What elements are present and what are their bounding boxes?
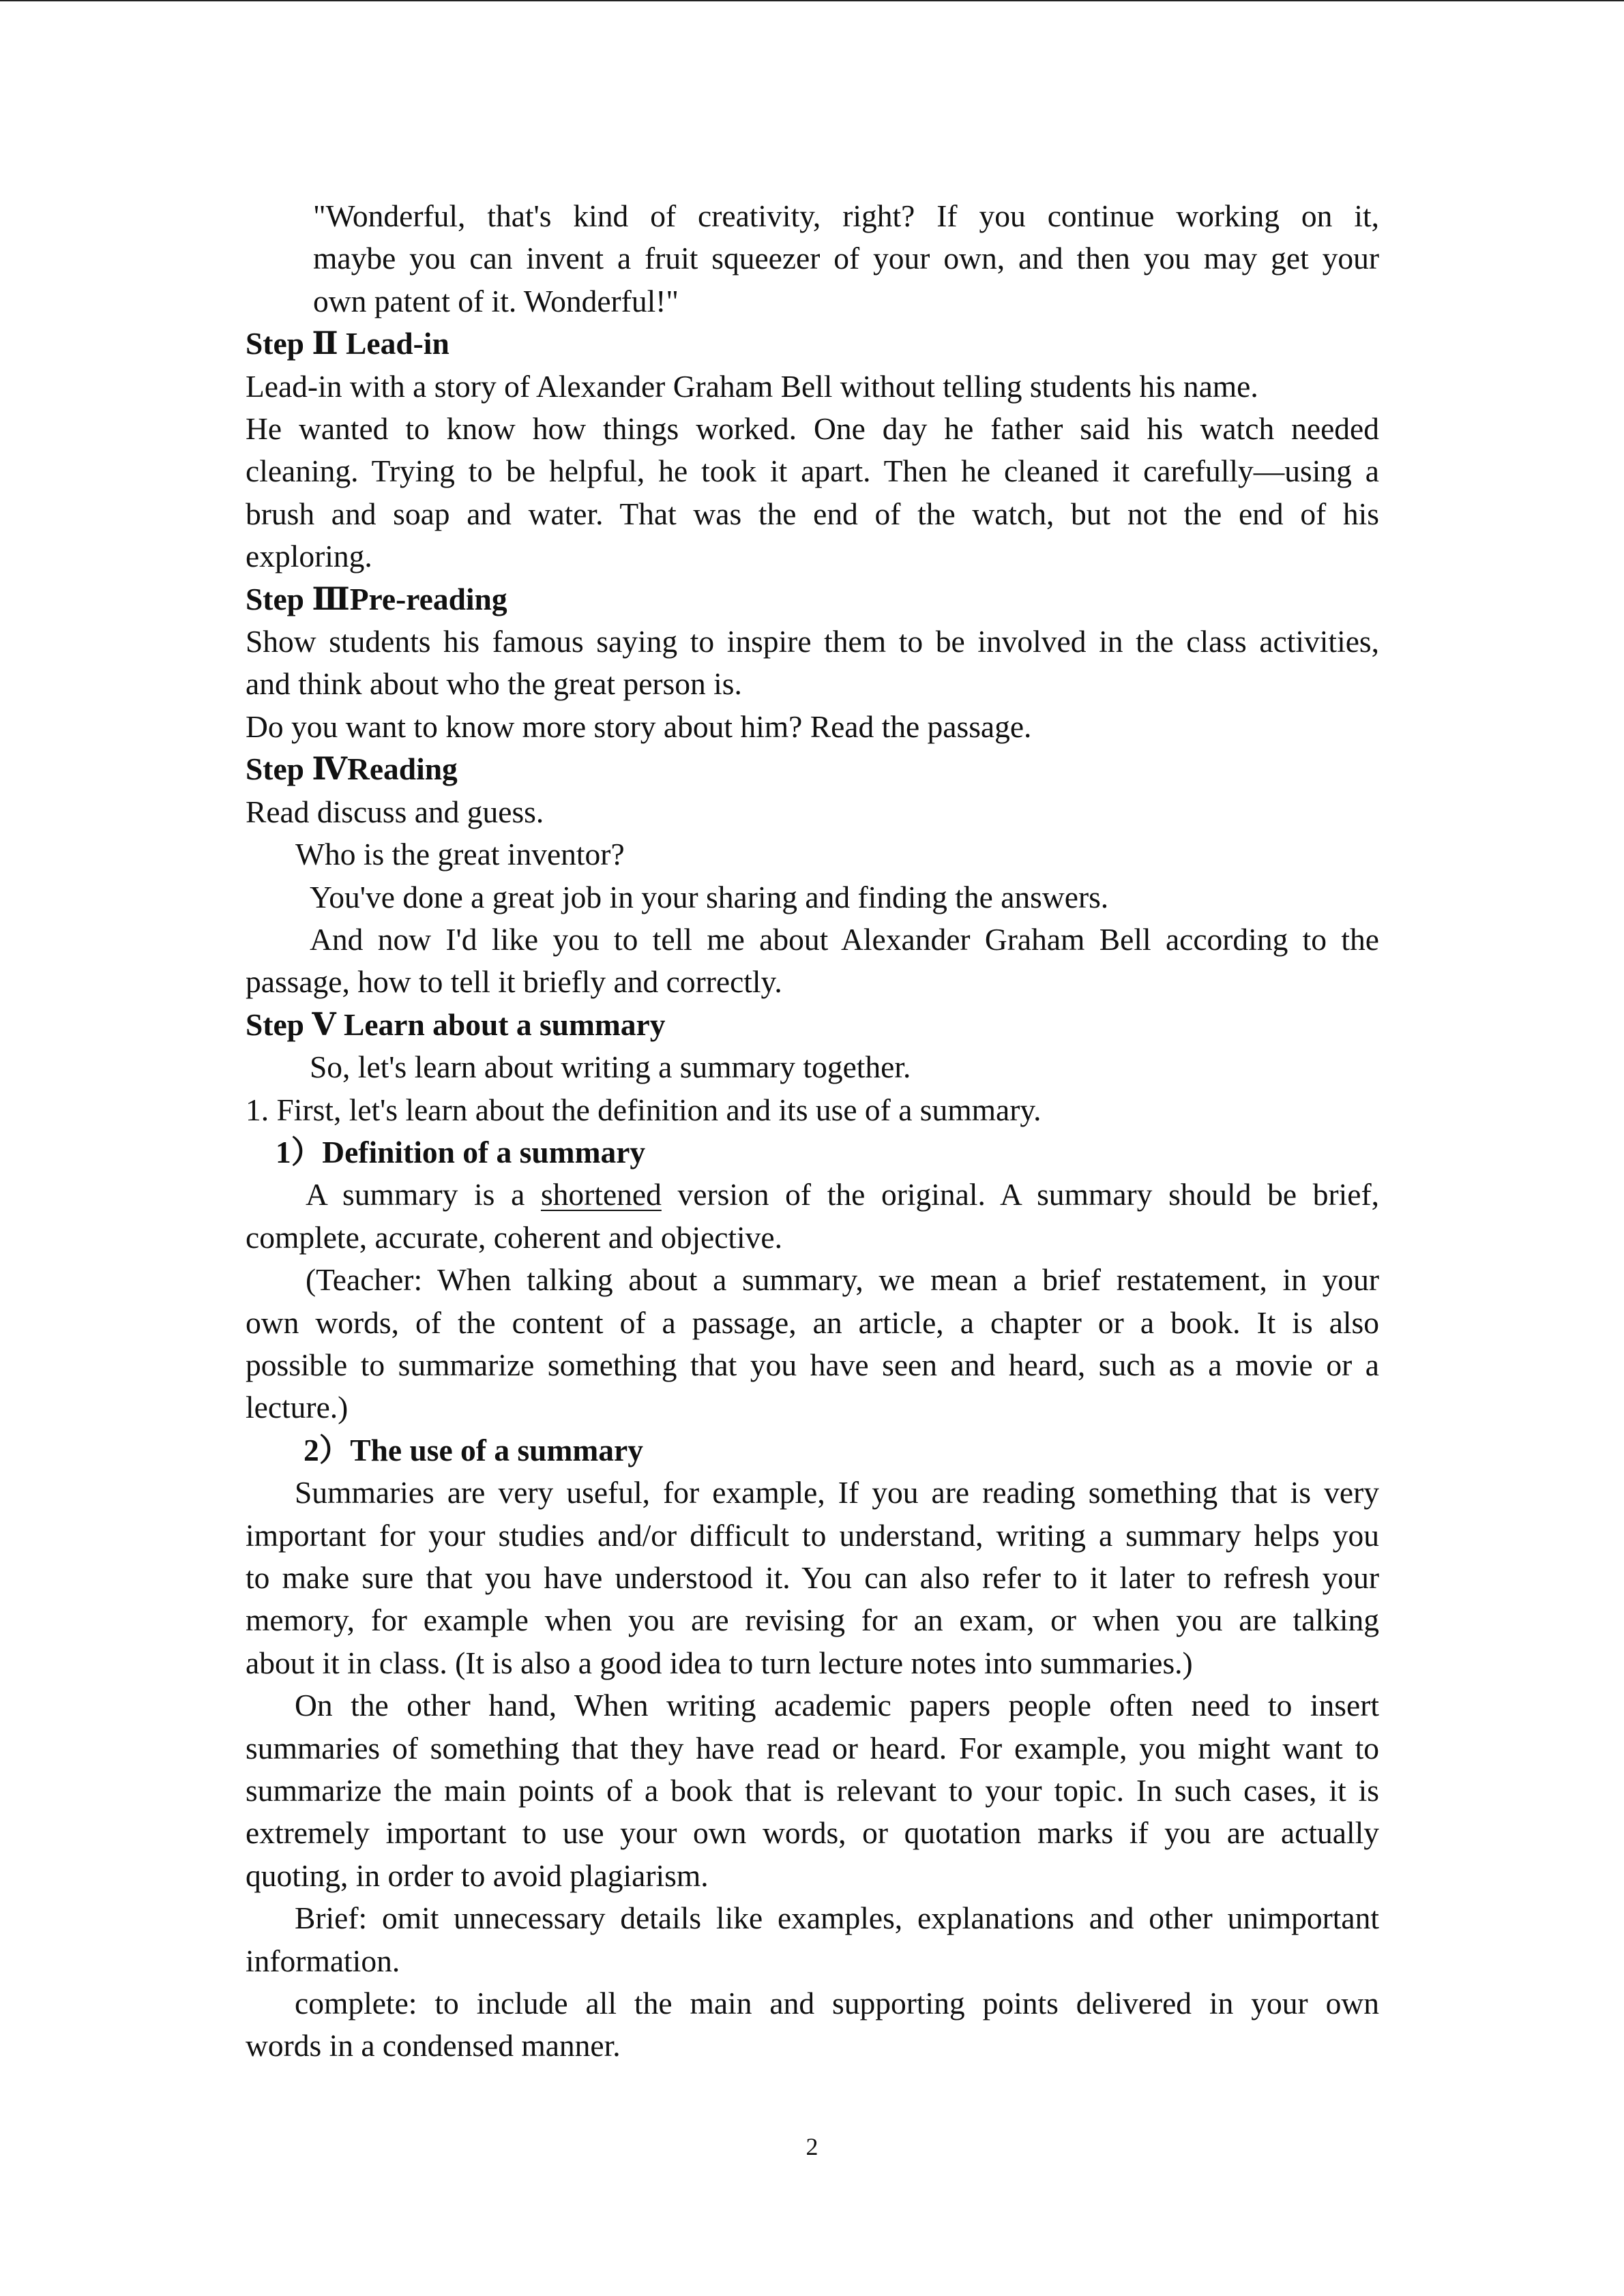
step3-heading: Step ⅢPre-reading [246,581,507,616]
use-heading: 2）The use of a summary [304,1432,643,1467]
use-paragraph-line: important for your studies and/or difficult to understand, writing a summary helps you [246,1517,1379,1553]
step4-line: Who is the great inventor? [295,837,625,872]
definition-line: complete, accurate, coherent and objective. [246,1219,782,1255]
page-top-border [0,0,1624,1]
step3-line: Do you want to know more story about him? Read the passage. [246,709,1032,744]
teacher-note-line: own words, of the content of a passage, an article, a chapter or a book. It is also [246,1304,1379,1340]
document-body [246,195,1379,2068]
step5-line: So, let's learn about writing a summary together. [310,1049,911,1085]
story-line: brush and soap and water. That was the end of the watch, but not the end of his [246,496,1379,531]
intro-quote-line: maybe you can invent a fruit squeezer of your own, and then you may get your [313,241,1379,276]
step2-heading: Step Ⅱ Lead-in [246,326,449,361]
brief-line: Brief: omit unnecessary details like examples, explanations and other unimportant [295,1900,1379,1936]
teacher-note-line: lecture.) [246,1390,349,1425]
intro-quote-line: "Wonderful, that's kind of creativity, right? If you continue working on it, [313,198,1379,233]
step3-line: and think about who the great person is. [246,666,742,702]
use-paragraph-line: On the other hand, When writing academic papers people often need to insert [295,1688,1379,1723]
story-line: cleaning. Trying to be helpful, he took it apart. Then he cleaned it carefully—using a [246,453,1379,489]
story-line: exploring. [246,539,372,574]
story-line: He wanted to know how things worked. One day he father said his watch needed [246,411,1379,447]
underlined-word: shortened [540,1177,662,1212]
step4-line: passage, how to tell it briefly and correctly. [246,964,782,1000]
use-paragraph-line: memory, for example when you are revising for an exam, or when you are talking [246,1602,1379,1638]
use-paragraph-line: summaries of something that they have read or heard. For example, you might want to [246,1730,1379,1765]
intro-quote-line: own patent of it. Wonderful!" [313,283,679,318]
step4-line: Read discuss and guess. [246,794,544,829]
step4-line: You've done a great job in your sharing and finding the answers. [310,879,1109,914]
definition-text: A summary is a [306,1177,541,1212]
teacher-note-line: possible to summarize something that you have seen and heard, such as a movie or a [246,1347,1379,1382]
step2-intro: Lead-in with a story of Alexander Graham Bell without telling students his name. [246,368,1258,404]
use-paragraph-line: extremely important to use your own words, or quotation marks if you are actually [246,1815,1379,1851]
step4-heading: Step ⅣReading [246,751,458,787]
definition-text: version of the original. A summary should be brief, [661,1177,1380,1212]
teacher-note-line: (Teacher: When talking about a summary, we mean a brief restatement, in your [306,1262,1379,1298]
complete-line: complete: to include all the main and supporting points delivered in your own [295,1986,1379,2021]
step3-line: Show students his famous saying to inspire them to be involved in the class activities, [246,624,1379,659]
definition-heading: 1）Definition of a summary [276,1134,646,1169]
use-paragraph-line: quoting, in order to avoid plagiarism. [246,1858,709,1893]
use-paragraph-line: summarize the main points of a book that is relevant to your topic. In such cases, it is [246,1773,1379,1808]
step5-heading: Step Ⅴ Learn about a summary [246,1007,666,1042]
complete-line: words in a condensed manner. [246,2028,621,2063]
page-number: 2 [806,2133,818,2160]
brief-line: information. [246,1943,400,1978]
definition-line [246,1174,1379,1216]
use-paragraph-line: about it in class. (It is also a good idea to turn lecture notes into summaries.) [246,1645,1193,1680]
use-paragraph-line: Summaries are very useful, for example, If you are reading something that is very [295,1475,1379,1510]
step5-line: 1. First, let's learn about the definition and its use of a summary. [246,1092,1042,1127]
step4-line: And now I'd like you to tell me about Alexander Graham Bell according to the [310,921,1379,957]
use-paragraph-line: to make sure that you have understood it. You can also refer to it later to refresh your [246,1560,1379,1595]
